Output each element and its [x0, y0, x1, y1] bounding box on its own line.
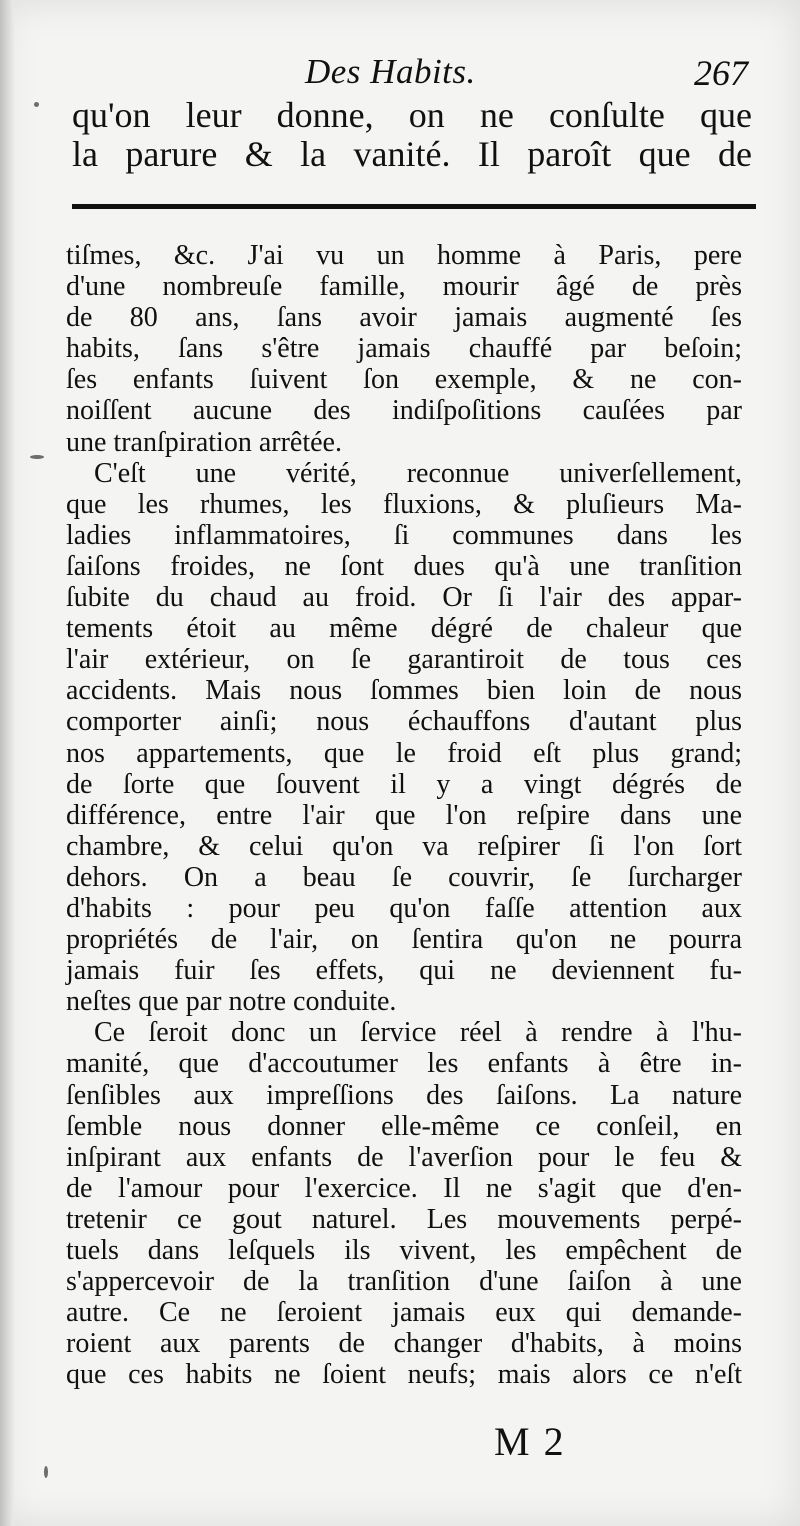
text-line: dehors. On a beau ſe couvrir, ſe ſurcharger [66, 861, 742, 893]
text-line: que ces habits ne ſoient neufs; mais alors ce n'eſt [66, 1359, 742, 1391]
text-line: ſubite du chaud au froid. Or ſi l'air des appar- [66, 582, 742, 614]
page-header [60, 44, 760, 100]
text-line: chambre, & celui qu'on va reſpirer ſi l'on ſort [66, 830, 742, 862]
text-line: tretenir ce gout naturel. Les mouvements perpé- [66, 1203, 742, 1235]
running-head: Des Habits. [305, 52, 476, 91]
text-line: habits, ſans s'être jamais chauffé par beſoin; [66, 333, 742, 365]
text-line: tements étoit au même dégré de chaleur que [66, 613, 742, 645]
text-line: tuels dans leſquels ils vivent, les empêchent de [66, 1235, 742, 1266]
text-line: autre. Ce ne ſeroient jamais eux qui demande- [66, 1297, 742, 1329]
text-line: ſaiſons froides, ne ſont dues qu'à une tranſition [66, 550, 742, 582]
main-text-continuation [72, 96, 752, 174]
text-line: manité, que d'accoutumer les enfants à être in- [66, 1048, 742, 1080]
page-number: 267 [694, 53, 748, 93]
text-line: tiſmes, &c. J'ai vu un homme à Paris, pere [66, 240, 742, 271]
text-line: accidents. Mais nous ſommes bien loin de nous [66, 675, 742, 707]
text-line: d'une nombreuſe famille, mourir âgé de près [66, 271, 742, 303]
text-line: la parure & la vanité. Il paroît que de [72, 134, 752, 174]
signature-mark: M 2 [494, 1419, 566, 1464]
text-line: qu'on leur donne, on ne conſulte que [72, 95, 752, 135]
text-line: inſpirant aux enfants de l'averſion pour le feu & [66, 1141, 742, 1173]
text-line: ſenſibles aux impreſſions des ſaiſons. La nature [66, 1079, 742, 1111]
text-line: de ſorte que ſouvent il y a vingt dégrés de [66, 768, 742, 800]
text-line: Ce ſeroit donc un ſervice réel à rendre à l'hu- [94, 1017, 742, 1049]
footnote-text [66, 240, 742, 1390]
text-line: d'habits : pour peu qu'on faſſe attention aux [66, 892, 742, 924]
text-line: s'appercevoir de la tranſition d'une ſaiſon à une [66, 1266, 742, 1298]
text-line: différence, entre l'air que l'on reſpire dans une [66, 799, 742, 831]
text-line: de 80 ans, ſans avoir jamais augmenté ſes [66, 302, 742, 334]
text-line: propriétés de l'air, on ſentira qu'on ne pourra [66, 924, 742, 956]
text-line: ſemble nous donner elle-même ce conſeil, en [66, 1110, 742, 1142]
ink-speck [34, 102, 39, 107]
text-line: C'eſt une vérité, reconnue univerſellement, [94, 457, 742, 489]
text-line: roient aux parents de changer d'habits, à moins [66, 1328, 742, 1360]
ink-speck [44, 1466, 48, 1478]
text-line: nos appartements, que le froid eſt plus grand; [66, 737, 742, 769]
text-line: que les rhumes, les fluxions, & pluſieurs Ma- [66, 488, 742, 520]
page-gutter-shadow [0, 0, 14, 1526]
text-line: noiſſent aucune des indiſpoſitions cauſées par [66, 395, 742, 427]
text-line: jamais fuir ſes effets, qui ne deviennent fu- [66, 955, 742, 987]
text-line: ladies inflammatoires, ſi communes dans les [66, 519, 742, 551]
text-line: une tranſpiration arrêtée. [66, 426, 342, 458]
footnote-rule [72, 204, 756, 209]
text-line: neſtes que par notre conduite. [66, 986, 397, 1018]
text-line: l'air extérieur, on ſe garantiroit de tous ces [66, 644, 742, 676]
text-line: de l'amour pour l'exercice. Il ne s'agit que d'en- [66, 1172, 742, 1204]
text-line: comporter ainſi; nous échauffons d'autant plus [66, 706, 742, 738]
ink-speck [30, 455, 44, 459]
text-line: ſes enfants ſuivent ſon exemple, & ne con- [66, 364, 742, 396]
